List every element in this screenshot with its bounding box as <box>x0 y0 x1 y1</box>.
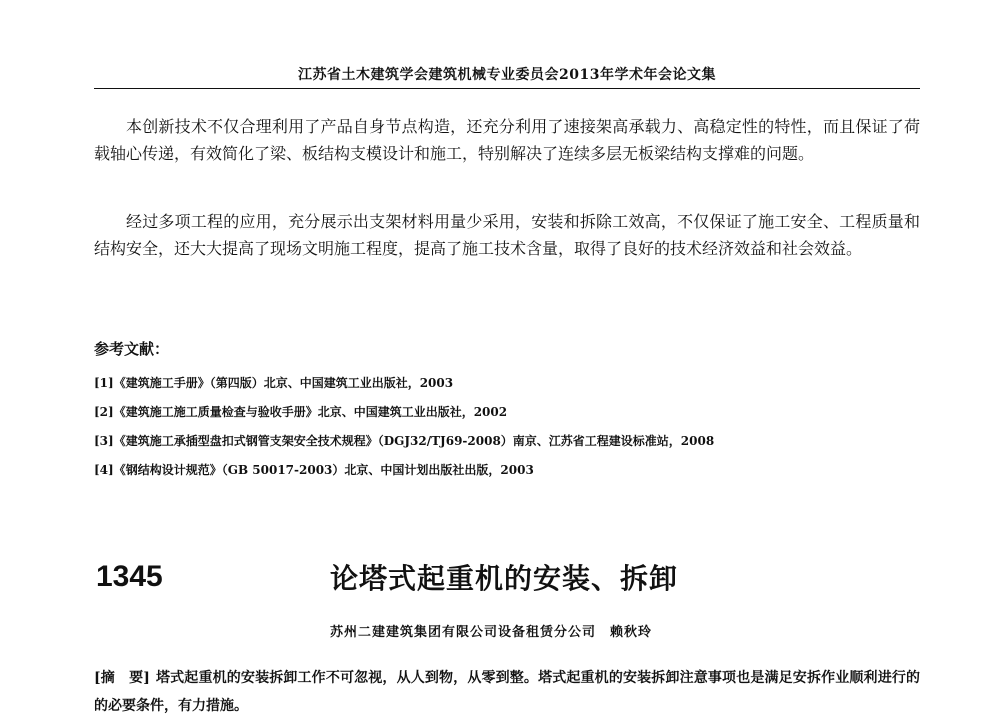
article-number: 1345 <box>96 560 163 593</box>
header-rule <box>94 88 920 89</box>
abstract-label: [摘 要] <box>94 670 150 686</box>
reference-item: [4]《钢结构设计规范》（GB 50017-2003）北京、中国计划出版社出版，2003 <box>94 463 534 477</box>
body-paragraph-2: 经过多项工程的应用，充分展示出支架材料用量少采用，安装和拆除工效高，不仅保证了施工安全、工程质量和结构安全，还大大提高了现场文明施工程度，提高了施工技术含量，取得了良好的技术经济效益和社会效益。 <box>94 212 920 258</box>
running-header: 江苏省土木建筑学会建筑机械专业委员会2013年学术年会论文集 <box>298 67 716 83</box>
abstract-text: 塔式起重机的安装拆卸工作不可忽视，从人到物，从零到整。塔式起重机的安装拆卸注意事项也是满足安拆作业顺利进行的的必要条件，有力措施。 <box>94 670 921 714</box>
author-affiliation: 苏州二建建筑集团有限公司设备租赁分公司 赖秋玲 <box>330 625 653 640</box>
reference-item: [3]《建筑施工承插型盘扣式钢管支架安全技术规程》（DGJ32/TJ69-2008）南京、江苏省工程建设标准站，2008 <box>94 434 715 448</box>
reference-list <box>94 369 920 485</box>
reference-item: [1]《建筑施工手册》（第四版）北京、中国建筑工业出版社，2003 <box>94 376 454 390</box>
abstract <box>94 664 920 720</box>
references-heading: 参考文献： <box>94 340 170 358</box>
reference-item: [2]《建筑施工施工质量检查与验收手册》北京、中国建筑工业出版社，2002 <box>94 405 508 419</box>
article-title: 论塔式起重机的安装、拆卸 <box>330 562 679 595</box>
body-paragraph-1: 本创新技术不仅合理利用了产品自身节点构造，还充分利用了速接架高承载力、高稳定性的特性，而且保证了荷载轴心传递，有效简化了梁、板结构支模设计和施工，特别解决了连续多层无板梁结构支撑难的问题。 <box>94 117 920 163</box>
